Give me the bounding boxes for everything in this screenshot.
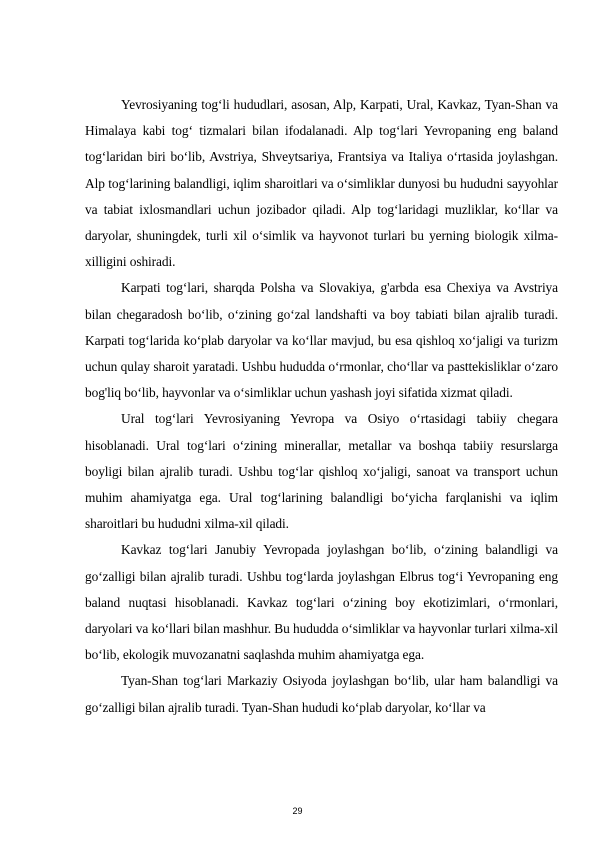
paragraph-carpathians: Karpati tog‘lari, sharqda Polsha va Slovakiya, g'arbda esa Chexiya va Avstriya bilan chegaradosh bo‘lib, o‘zining go‘zal landshafti va boy tabiati bilan ajralib turadi. Karpati tog‘larida ko‘plab daryolar va ko‘llar mavjud, bu esa qishloq xo‘jaligi va turizm uchun qulay sharoit yaratadi. Ushbu hududda o‘rmonlar, cho‘llar va pasttekisliklar o‘zaro bog'liq bo‘lib, hayvonlar va o‘simliklar uchun yashash joyi sifatida xizmat qiladi. [85,280,558,401]
paragraph-urals: Ural tog‘lari Yevrosiyaning Yevropa va Osiyo o‘rtasidagi tabiiy chegara hisoblanadi. Ural tog‘lari o‘zining minerallar, metallar va boshqa tabiiy resurslarga boyligi bilan ajralib turadi. Ushbu tog‘lar qishloq xo‘jaligi, sanoat va transport uchun muhim ahamiyatga ega. Ural tog‘larining balandligi bo‘yicha farqlanishi va iqlim sharoitlari bu hududni xilma-xil qiladi. [85,411,558,532]
body-text [85,92,558,721]
paragraph-tian-shan: Tyan-Shan tog‘lari Markaziy Osiyoda joylashgan bo‘lib, ular ham balandligi va go‘zalligi bilan ajralib turadi. Tyan-Shan hududi ko‘plab daryolar, ko‘llar va [85,673,558,715]
page-number: 29 [292,806,303,816]
paragraph-caucasus: Kavkaz tog‘lari Janubiy Yevropada joylashgan bo‘lib, o‘zining balandligi va go‘zalligi bilan ajralib turadi. Ushbu tog‘larda joylashgan Elbrus tog‘i Yevropaning eng baland nuqtasi hisoblanadi. Kavkaz tog‘lari o‘zining boy ekotizimlari, o‘rmonlari, daryolari va ko‘llari bilan mashhur. Bu hududda o‘simliklar va hayvonlar turlari xilma-xil bo‘lib, ekologik muvozanatni saqlashda muhim ahamiyatga ega. [85,542,558,663]
paragraph-alps: Yevrosiyaning tog‘li hududlari, asosan, Alp, Karpati, Ural, Kavkaz, Tyan-Shan va Himalaya kabi tog‘ tizmalari bilan ifodalanadi. Alp tog‘lari Yevropaning eng baland tog‘laridan biri bo‘lib, Avstriya, Shveytsariya, Frantsiya va Italiya o‘rtasida joylashgan. Alp tog‘larining balandligi, iqlim sharoitlari va o‘simliklar dunyosi bu hududni sayyohlar va tabiat ixlosmandlari uchun jozibador qiladi. Alp tog‘laridagi muzliklar, ko‘llar va daryolar, shuningdek, turli xil o‘simlik va hayvonot turlari bu yerning biologik xilma-xilligini oshiradi. [85,97,558,270]
